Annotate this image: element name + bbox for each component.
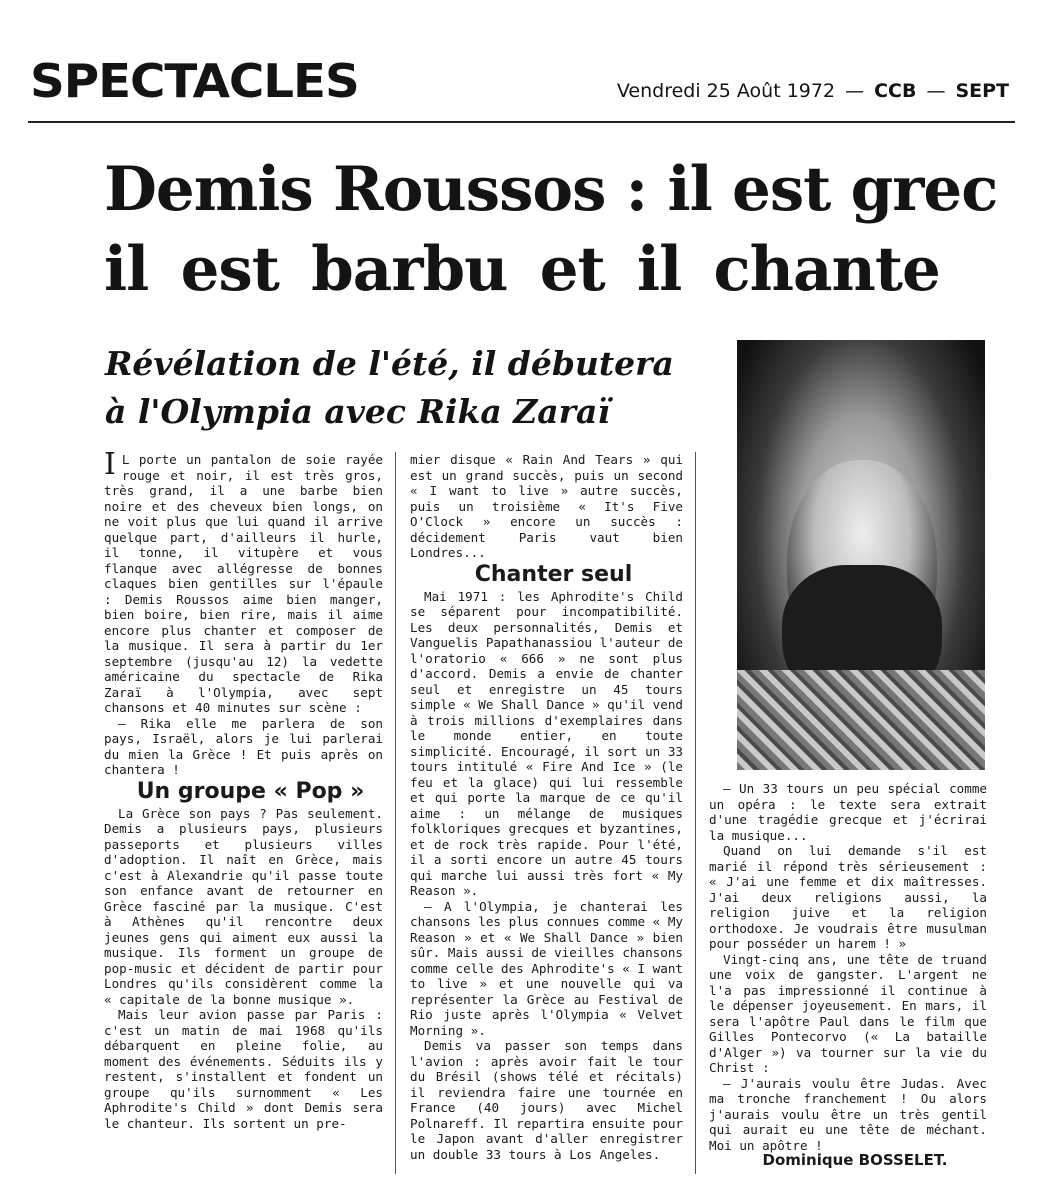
article-paragraph: — Un 33 tours un peu spécial comme un opéra : le texte sera extrait d'une tragédie grecque et j'écrirai la musique... (709, 781, 987, 843)
dateline-separator: — (926, 80, 946, 102)
article-paragraph: Quand on lui demande s'il est marié il répond très sérieusement : « J'ai une femme et dix maîtresses. J'ai deux religions aussi, la religion juive et la religion orthodoxe. Je voudrais être musulman pour posséder un harem ! » (709, 843, 987, 951)
subheadline-line-2: à l'Olympia avec Rika Zaraï (105, 392, 610, 431)
article-paragraph: — J'aurais voulu être Judas. Avec ma tronche franchement ! Ou alors j'aurais voulu être un très gentil qui aurait eu une tête de méchant. Moi un apôtre ! (709, 1075, 987, 1153)
article-paragraph: Demis va passer son temps dans l'avion : après avoir fait le tour du Brésil (shows télé et récitals) il reviendra faire une tournée en France (40 jours) avec Michel Polnareff. Il repartira ensuite pour le Japon avant d'aller enregistrer un double 33 tours à Los Angeles. (410, 1038, 683, 1162)
portrait-photo (737, 340, 985, 770)
article-column-3 (709, 781, 987, 1169)
portrait-scarf (737, 670, 985, 770)
headline (104, 150, 1004, 310)
subheadline (105, 340, 715, 436)
article-paragraph: I L porte un pantalon de soie rayée rouge et noir, il est très gros, très grand, il a une barbe bien noire et des cheveux bien longs, on ne voit plus que lui quand il arrive quelque part, d'ailleurs il hurle, il tonne, il vitupère et vous flanque avec allégresse de bonnes claques bien gentilles sur l'épaule : Demis Roussos aime bien manger, bien boire, bien rire, mais il aime encore plus chanter et composer de la musique. Il sera à partir du 1er septembre (jusqu'au 12) la vedette américaine du spectacle de Rika Zaraï à l'Olympia, avec sept chansons et 40 minutes sur scène : (104, 447, 383, 715)
article-paragraph: Mais leur avion passe par Paris : c'est un matin de mai 1968 qu'ils débarquent en pleine folie, au moment des événements. Séduits ils y restent, s'installent et fondent un groupe qu'ils surnomment « Les Aphrodite's Child » dont Demis sera le chanteur. Ils sortent un pre- (104, 1007, 383, 1131)
article-column-2 (410, 452, 683, 1162)
page-label: SEPT (955, 80, 1009, 102)
dateline-separator: — (845, 80, 865, 102)
headline-line-2: il est barbu et il chante (104, 234, 940, 305)
drop-cap: I (104, 447, 116, 482)
article-column-1 (104, 447, 383, 1131)
column-rule (395, 452, 396, 1174)
section-subheading: Chanter seul (474, 561, 633, 587)
author-signature: Dominique BOSSELET. (762, 1151, 948, 1169)
article-paragraph: — A l'Olympia, je chanterai les chansons les plus connues comme « My Reason » et « We Shall Dance » bien sûr. Mais aussi de vieilles chansons comme celle des Aphrodite's « I want to live » et une nouvelle qui va représenter la Grèce au Festival de Rio juste après l'Olympia « Velvet Morning ». (410, 898, 683, 1038)
article-paragraph: Mai 1971 : les Aphrodite's Child se séparent pour incompatibilité. Les deux personnalités, Demis et Vanguelis Papathanassiou l'auteur de l'oratorio « 666 » ne sont plus d'accord. Demis a envie de chanter seul et enregistre un 45 tours simple « We Shall Dance » qu'il vend à trois millions d'exemplaires dans le monde entier, en toute simplicité. Encouragé, il sort un 33 tours intitulé « Fire And Ice » (le feu et la glace) qui lui ressemble et qui porte la marque de ce qu'il aime : un mélange de musiques folkloriques grecques et byzantines, et de rock très rapide. Pour l'été, il a sorti encore un autre 45 tours qui marche lui aussi très fort « My Reason ». (410, 588, 683, 898)
article-paragraph: Vingt-cinq ans, une tête de truand une voix de gangster. L'argent ne l'a pas impressionné il continue à le dépenser joyeusement. En mars, il sera l'apôtre Paul dans le film que Gilles Pontecorvo (« La bataille d'Alger ») va tourner sur la vie du Christ : (709, 951, 987, 1075)
masthead-rule (28, 121, 1015, 123)
section-subheading: Un groupe « Pop » (136, 778, 365, 804)
article-paragraph: La Grèce son pays ? Pas seulement. Demis a plusieurs pays, plusieurs passeports et plusieurs villes d'adoption. Il naît en Grèce, mais c'est à Alexandrie qu'il passe toute son enfance avant de retourner en Grèce fasciné par la musique. C'est à Athènes qu'il rencontre deux jeunes gens qui aiment eux aussi la musique. Ils forment un groupe de pop-music et décident de partir pour Londres qu'ils considèrent comme la « capitale de la bonne musique ». (104, 805, 383, 1007)
article-paragraph: mier disque « Rain And Tears » qui est un grand succès, puis un second « I want to live » autre succès, puis un troisième « It's Five O'Clock » encore un succès : décidement Paris vaut bien Londres... (410, 452, 683, 560)
section-title: SPECTACLES (30, 54, 359, 108)
article-paragraph: — Rika elle me parlera de son pays, Israël, alors je lui parlerai du mien la Grèce ! Et puis après on chantera ! (104, 715, 383, 777)
issue-date: Vendredi 25 Août 1972 (616, 80, 836, 102)
column-rule (695, 452, 696, 1174)
dateline (617, 80, 1009, 102)
subheadline-line-1: Révélation de l'été, il débutera (105, 344, 674, 383)
headline-line-1: Demis Roussos : il est grec (104, 154, 998, 225)
edition-label: CCB (874, 80, 917, 102)
